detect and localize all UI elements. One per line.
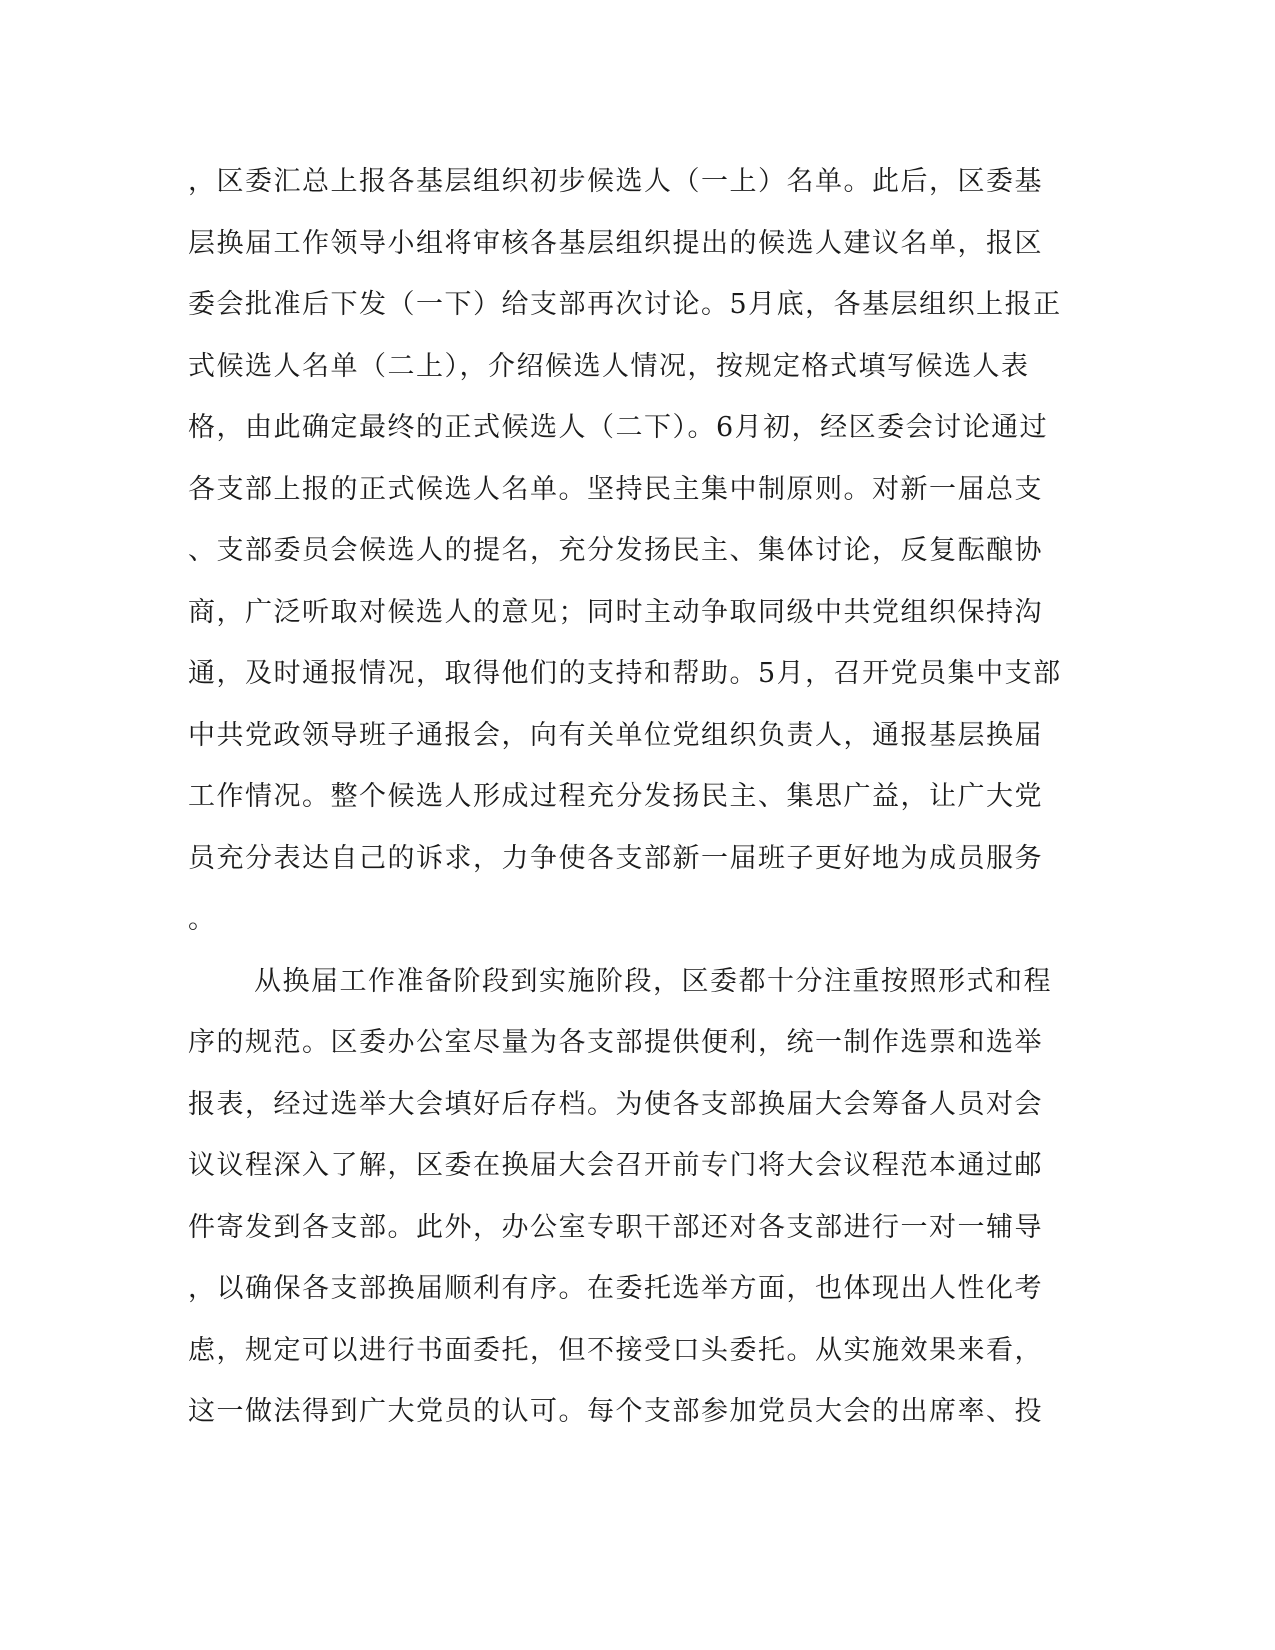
text-line: 通，及时通报情况，取得他们的支持和帮助。5月，召开党员集中支部: [188, 658, 1062, 689]
text-line: 报表，经过选举大会填好后存档。为使各支部换届大会筹备人员对会: [188, 1088, 1043, 1120]
text-line: 工作情况。整个候选人形成过程充分发扬民主、集思广益，让广大党: [188, 781, 1043, 812]
text-line: 委会批准后下发（一下）给支部再次讨论。5月底，各基层组织上报正: [188, 289, 1062, 320]
text-line: 式候选人名单（二上），介绍候选人情况，按规定格式填写候选人表: [188, 350, 1030, 382]
paragraph-first-line: [188, 962, 1088, 1024]
text-line: 虑，规定可以进行书面委托，但不接受口头委托。从实施效果来看，: [188, 1334, 1043, 1366]
text-line: 这一做法得到广大党员的认可。每个支部参加党员大会的出席率、投: [188, 1396, 1043, 1427]
text-line: 中共党政领导班子通报会，向有关单位党组织负责人，通报基层换届: [188, 719, 1043, 751]
body-text: [188, 162, 1088, 1454]
text-line: 商，广泛听取对候选人的意见；同时主动争取同级中共党组织保持沟: [188, 596, 1043, 628]
text-line: 员充分表达自己的诉求，力争使各支部新一届班子更好地为成员服务: [188, 842, 1043, 874]
text-line: 件寄发到各支部。此外，办公室专职干部还对各支部进行一对一辅导: [188, 1211, 1043, 1243]
text-line: 层换届工作领导小组将审核各基层组织提出的候选人建议名单，报区: [188, 227, 1043, 259]
text-line: 格，由此确定最终的正式候选人（二下）。6月初，经区委会讨论通过: [188, 412, 1049, 443]
text-line: ，区委汇总上报各基层组织初步候选人（一上）名单。此后，区委基: [188, 166, 1043, 197]
text-line: 。: [188, 904, 217, 935]
text-line: 序的规范。区委办公室尽量为各支部提供便利，统一制作选票和选举: [188, 1027, 1043, 1058]
text-line: 、支部委员会候选人的提名，充分发扬民主、集体讨论，反复酝酿协: [188, 535, 1043, 566]
text-line: 各支部上报的正式候选人名单。坚持民主集中制原则。对新一届总支: [188, 473, 1043, 505]
text-line: 议议程深入了解，区委在换届大会召开前专门将大会议程范本通过邮: [188, 1150, 1043, 1181]
text-line-content: 从换届工作准备阶段到实施阶段，区委都十分注重按照形式和程: [254, 965, 1052, 997]
text-line: ，以确保各支部换届顺利有序。在委托选举方面，也体现出人性化考: [188, 1273, 1043, 1304]
